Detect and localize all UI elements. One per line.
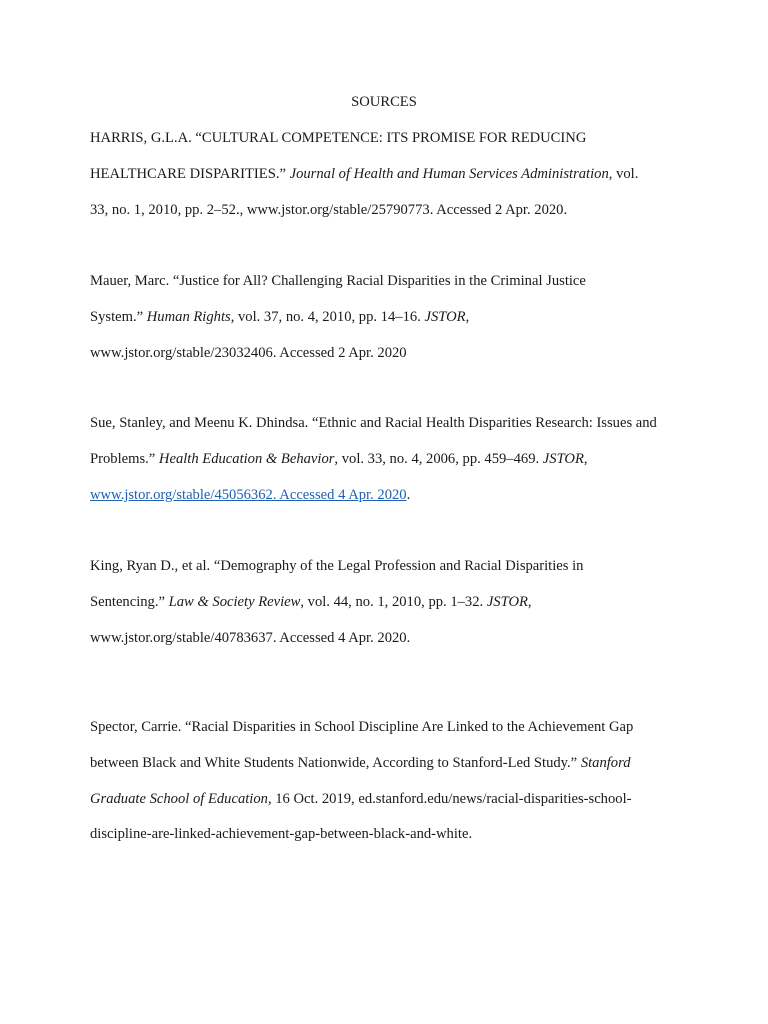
publisher-name: Stanford bbox=[580, 755, 631, 771]
citation-text: Sentencing.” bbox=[90, 594, 169, 610]
journal-title: Human Rights bbox=[146, 309, 231, 325]
citation-line: Spector, Carrie. “Racial Disparities in School Discipline Are Linked to the Achievement Gap bbox=[90, 719, 634, 735]
citation-text: , vol. 37, no. 4, 2010, pp. 14–16. bbox=[230, 309, 425, 325]
citation-text: System.” bbox=[90, 309, 147, 325]
citation-text: HEALTHCARE DISPARITIES.” bbox=[90, 166, 290, 182]
jstor-link[interactable]: www.jstor.org/stable/45056362. Accessed 4 Apr. 2020 bbox=[90, 487, 407, 503]
citation-text: , bbox=[465, 309, 470, 325]
database-name: JSTOR bbox=[424, 309, 466, 325]
database-name: JSTOR bbox=[542, 451, 584, 467]
citation-text: , vol. bbox=[608, 166, 639, 182]
citation-line bbox=[90, 450, 588, 468]
citation-line bbox=[90, 754, 631, 772]
citation-text: , 16 Oct. 2019, ed.stanford.edu/news/racial-disparities-school- bbox=[267, 791, 632, 807]
citation-line bbox=[90, 486, 410, 504]
journal-title: Law & Society Review bbox=[168, 594, 301, 610]
journal-title: Journal of Health and Human Services Administration bbox=[289, 166, 609, 182]
citation-line: King, Ryan D., et al. “Demography of the Legal Profession and Racial Disparities in bbox=[90, 558, 584, 574]
citation-text: between Black and White Students Nationwide, According to Stanford-Led Study.” bbox=[90, 755, 581, 771]
database-name: JSTOR bbox=[486, 594, 528, 610]
citation-line: HARRIS, G.L.A. “CULTURAL COMPETENCE: ITS PROMISE FOR REDUCING bbox=[90, 130, 587, 146]
citation-line bbox=[90, 308, 469, 326]
citation-text: , vol. 33, no. 4, 2006, pp. 459–469. bbox=[334, 451, 543, 467]
publisher-name: Graduate School of Education bbox=[90, 791, 268, 807]
citation-text: Problems.” bbox=[90, 451, 159, 467]
citation-line: 33, no. 1, 2010, pp. 2–52., www.jstor.org/stable/25790773. Accessed 2 Apr. 2020. bbox=[90, 202, 568, 218]
page-title: SOURCES bbox=[351, 94, 417, 110]
citation-text: . bbox=[406, 487, 411, 503]
citation-line bbox=[90, 790, 631, 808]
citation-line: discipline-are-linked-achievement-gap-between-black-and-white. bbox=[90, 826, 473, 842]
citation-line: www.jstor.org/stable/23032406. Accessed 2 Apr. 2020 bbox=[90, 345, 407, 361]
citation-text: , bbox=[527, 594, 532, 610]
citation-text: , bbox=[583, 451, 588, 467]
citation-line: www.jstor.org/stable/40783637. Accessed 4 Apr. 2020. bbox=[90, 630, 411, 646]
citation-line bbox=[90, 165, 638, 183]
citation-line bbox=[90, 593, 532, 611]
citation-text: , vol. 44, no. 1, 2010, pp. 1–32. bbox=[300, 594, 487, 610]
citation-line: Sue, Stanley, and Meenu K. Dhindsa. “Ethnic and Racial Health Disparities Research: Issues and bbox=[90, 415, 657, 431]
citation-line: Mauer, Marc. “Justice for All? Challenging Racial Disparities in the Criminal Justice bbox=[90, 273, 586, 289]
journal-title: Health Education & Behavior bbox=[158, 451, 335, 467]
